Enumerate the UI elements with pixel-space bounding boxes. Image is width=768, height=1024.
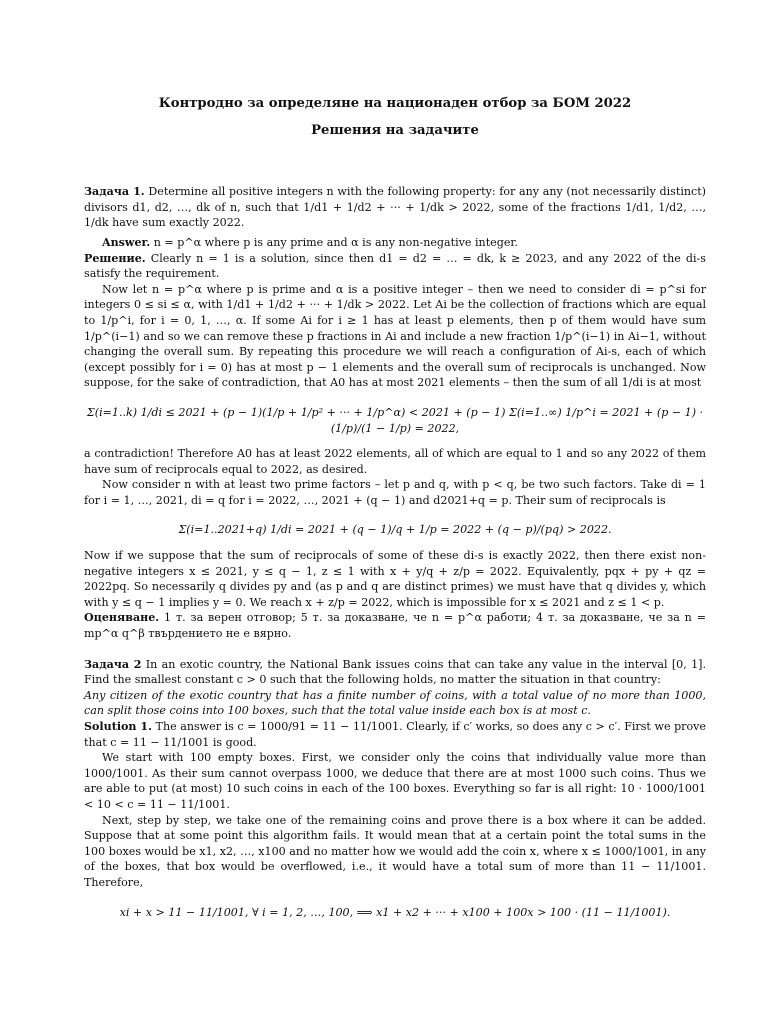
problem1-answer: Answer. n = p^α where p is any prime and α is any non-negative integer. [102, 235, 518, 249]
problem1-grading: Оценяване. 1 т. за верен отговор; 5 т. за доказване, че n = p^α работи; 4 т. за доказване, че за n = mp^α q^β твърдението не е вярно. [84, 611, 706, 641]
problem2-solution-p1: Solution 1. The answer is c = 1000/91 = 11 − 11/1001. Clearly, if c′ works, so does any c > c′. First we prove that c = 11 − 11/1001 is good. [84, 720, 706, 749]
problem1-solution-p4: Now consider n with at least two prime factors – let p and q, with p < q, be two such factors. Take di = 1 for i = 1, …, 2021, di = q for i = 2022, …, 2021 + (q − 1) and d2021+q = p. Their sum of reciprocals is [84, 478, 706, 507]
document-page [84, 96, 706, 930]
problem2-solution-p2: We start with 100 empty boxes. First, we consider only the coins that individually value more than 1000/1001. As their sum cannot overpass 1000, we deduce that there are at most 1000 such coins. Thus we are able to put (at most) 10 such coins in each of the 100 boxes. Everything so far is all right: 10 · 1000/1001 < 10 < c = 11 − 11/1001. [84, 751, 706, 811]
problem2-display-equation-1: xi + x > 11 − 11/1001, ∀ i = 1, 2, …, 100, ⟹ x1 + x2 + ··· + x100 + 100x > 100 · (11 − 11/1001). [119, 905, 671, 919]
problem1-label: Задача 1. [84, 185, 145, 199]
problem2-statement: Задача 2 In an exotic country, the National Bank issues coins that can take any value in the interval [0, 1]. Find the smallest constant c > 0 such that the following holds, no matter the situation in that country: [84, 657, 706, 687]
problem1-display-equation-1: Σ(i=1..k) 1/di ≤ 2021 + (p − 1)(1/p + 1/p² + ··· + 1/p^α) < 2021 + (p − 1) Σ(i=1..∞) 1/p^i = 2021 + (p − 1) · (1/p)/(1 − 1/p) = 2022, [86, 405, 704, 435]
problem1-solution-p1: Решение. Clearly n = 1 is a solution, since then d1 = d2 = … = dk, k ≥ 2023, and any 2022 of the di-s satisfy the requirement. [84, 251, 706, 281]
problem2-quote: Any citizen of the exotic country that has a finite number of coins, with a total value of no more than 1000, can split those coins into 100 boxes, such that the total value inside each box is at most c. [84, 688, 706, 718]
problem1-display-equation-2: Σ(i=1..2021+q) 1/di = 2021 + (q − 1)/q + 1/p = 2022 + (q − p)/(pq) > 2022. [178, 523, 612, 537]
problem1-solution-p3: a contradiction! Therefore A0 has at least 2022 elements, all of which are equal to 1 and so any 2022 of them have sum of reciprocals equal to 2022, as desired. [84, 447, 706, 476]
problem1-solution-p2: Now let n = p^α where p is prime and α is a positive integer – then we need to consider di = p^si for integers 0 ≤ si ≤ α, with 1/d1 + 1/d2 + ··· + 1/dk > 2022. Let Ai be the collection of fractions which are equal to 1/p^i, for i = 0, 1, …, α. If some Ai for i ≥ 1 has at least p elements, then p of them would have sum 1/p^(i−1) and so we can remove these p fractions in Ai and include a new fraction 1/p^(i−1) in Ai−1, without changing the overall sum. By repeating this procedure we will reach a configuration of Ai-s, each of which (except possibly for i = 0) has at most p − 1 elements and the overall sum of reciprocals is unchanged. Now suppose, for the sake of contradiction, that A0 has at most 2021 elements – then the sum of all 1/di is at most [84, 282, 706, 390]
problem2-solution-p3: Next, step by step, we take one of the remaining coins and prove there is a box where it can be added. Suppose that at some point this algorithm fails. It would mean that at a certain point the total sums in the 100 boxes would be x1, x2, …, x100 and no matter how we would add the coin x, where x ≤ 1000/1001, in any of the boxes, that box would be overflowed, i.e., it would have a total sum of more than 11 − 11/1001. Therefore, [84, 813, 706, 889]
problem2-label: Задача 2 [84, 657, 142, 671]
problem1-solution-p5: Now if we suppose that the sum of reciprocals of some of these di-s is exactly 2022, then there exist non-negative integers x ≤ 2021, y ≤ q − 1, z ≤ 1 with x + y/q + z/p = 2022. Equivalently, pqx + py + qz = 2022pq. So necessarily q divides py and (as p and q are distinct primes) we must have that q divides y, which with y ≤ q − 1 implies y = 0. We reach x + z/p = 2022, which is impossible for x ≤ 2021 and z ≤ 1 < p. [84, 549, 706, 609]
document-title: Контродно за определяне на национаден отбор за БОМ 2022 [158, 96, 632, 111]
problem1-statement: Задача 1. Determine all positive integers n with the following property: for any any (not necessarily distinct) divisors d1, d2, …, dk of n, such that 1/d1 + 1/d2 + ··· + 1/dk > 2022, some of the fractions 1/d1, 1/d2, …, 1/dk have sum exactly 2022. [84, 185, 707, 230]
document-subtitle: Решения на задачите [311, 122, 479, 138]
